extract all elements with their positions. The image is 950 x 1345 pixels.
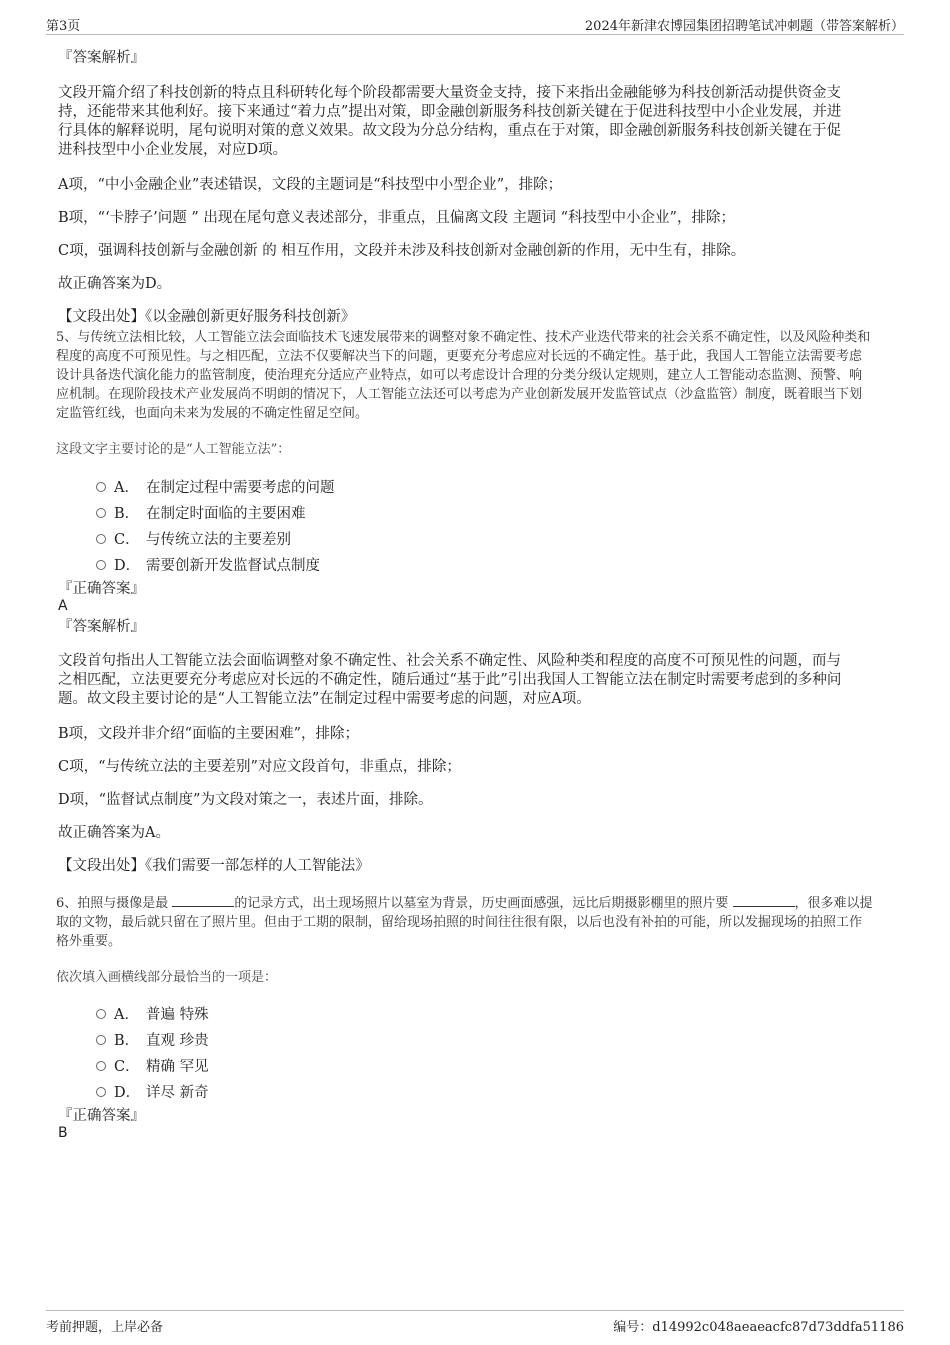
passage-line: 程度的高度不可预见性。与之相匹配，立法不仅要解决当下的问题，更要充分考虑应对长远的不确定性。基于此，我国人工智能立法需要考虑 xyxy=(56,349,863,364)
option-letter: C． xyxy=(114,532,140,548)
radio-icon[interactable] xyxy=(96,508,106,518)
option-letter: B． xyxy=(114,506,140,522)
passage-line: 5、与传统立法相比较，人工智能立法会面临技术飞速发展带来的调整对象不确定性、技术产业迭代带来的社会关系不确定性，以及风险种类和 xyxy=(56,330,871,345)
page-header xyxy=(46,12,904,35)
radio-icon[interactable] xyxy=(96,534,106,544)
radio-icon[interactable] xyxy=(96,482,106,492)
option-c-analysis: C项，“与传统立法的主要差别”对应文段首句，非重点，排除； xyxy=(58,759,461,775)
passage-line xyxy=(56,894,898,913)
option-letter: B． xyxy=(114,1033,140,1049)
analysis-line: 行具体的解释说明，尾句说明对策的意义效果。故文段为分总分结构，重点在于对策，即金融创新服务科技创新关键在于促 xyxy=(58,123,841,139)
document-id: 编号：d14992c048aeaeacfc87d73ddfa51186 xyxy=(613,1320,904,1335)
passage-line: 格外重要。 xyxy=(56,934,122,949)
analysis-line: 进科技型中小企业发展，对应D项。 xyxy=(58,142,288,158)
analysis-line: 持，还能带来其他利好。接下来通过“着力点”提出对策，即金融创新服务科技创新关键在于促进科技型中小企业发展，并进 xyxy=(58,104,842,120)
passage-text: ，很多难以提 xyxy=(794,896,873,911)
option-a[interactable] xyxy=(96,473,898,499)
passage-line: 设计具备迭代演化能力的监管制度，使治理充分适应产业特点，如可以考虑设计合理的分类分级认定规则，建立人工智能动态监测、预警、响 xyxy=(56,368,863,383)
source-citation: 【文段出处】《我们需要一部怎样的人工智能法》 xyxy=(58,858,370,874)
conclusion: 故正确答案为A。 xyxy=(58,825,170,841)
question-6-passage xyxy=(56,894,898,951)
option-text: 普遍 特殊 xyxy=(146,1007,209,1023)
footer-slogan: 考前押题，上岸必备 xyxy=(46,1320,164,1335)
radio-icon[interactable] xyxy=(96,1009,106,1019)
option-letter: D． xyxy=(114,558,141,574)
page-footer xyxy=(46,1310,904,1335)
radio-icon[interactable] xyxy=(96,560,106,570)
option-text: 在制定时面临的主要困难 xyxy=(146,506,306,522)
passage-text: 的记录方式，出土现场照片以墓室为背景，历史画面感强，远比后期摄影棚里的照片要 xyxy=(234,896,733,911)
option-b-analysis: B项，“‘卡脖子’问题 ” 出现在尾句意义表述部分，非重点，且偏离文段 主题词 “科技型中小企业”，排除； xyxy=(58,210,735,226)
question-5-passage xyxy=(56,328,898,423)
document-title: 2024年新津农博园集团招聘笔试冲刺题（带答案解析） xyxy=(584,19,904,34)
passage-text: 6、拍照与摄像是最 xyxy=(56,896,173,911)
analysis-line: 文段开篇介绍了科技创新的特点且科研转化每个阶段都需要大量资金支持，接下来指出金融能够为科技创新活动提供资金支 xyxy=(58,85,841,101)
answer-title: 『正确答案』 xyxy=(58,1108,145,1124)
option-text: 详尽 新奇 xyxy=(146,1085,209,1101)
option-text: 直观 珍贵 xyxy=(146,1033,209,1049)
question-stem: 依次填入画横线部分最恰当的一项是： xyxy=(56,970,278,985)
conclusion: 故正确答案为D。 xyxy=(58,276,172,292)
radio-icon[interactable] xyxy=(96,1087,106,1097)
question-stem: 这段文字主要讨论的是“人工智能立法”： xyxy=(56,442,291,457)
option-letter: A． xyxy=(114,480,139,496)
main-content xyxy=(56,44,898,1141)
option-letter: A． xyxy=(114,1007,139,1023)
option-text: 需要创新开发监督试点制度 xyxy=(146,558,320,574)
correct-answer: B xyxy=(58,1125,68,1141)
analysis-paragraph xyxy=(56,652,898,709)
passage-line: 取的文物，最后就只留在了照片里。但由于工期的限制，留给现场拍照的时间往往很有限，以后也没有补拍的可能，所以发掘现场的拍照工作 xyxy=(56,915,863,930)
option-b[interactable] xyxy=(96,499,898,525)
option-b-analysis: B项，文段并非介绍“面临的主要困难”，排除； xyxy=(58,726,359,742)
option-letter: D． xyxy=(114,1085,141,1101)
option-text: 精确 罕见 xyxy=(146,1059,209,1075)
option-c[interactable] xyxy=(96,525,898,551)
options-list xyxy=(56,473,898,577)
option-d[interactable] xyxy=(96,1078,898,1104)
analysis-line: 题。故文段主要讨论的是“人工智能立法”在制定过程中需要考虑的问题，对应A项。 xyxy=(58,691,591,707)
analysis-title: 『答案解析』 xyxy=(58,50,145,66)
option-b[interactable] xyxy=(96,1026,898,1052)
option-a[interactable] xyxy=(96,1000,898,1026)
analysis-line: 之相匹配，立法更要充分考虑应对长远的不确定性，随后通过“基于此”引出我国人工智能立法在制定时需要考虑到的多种问 xyxy=(58,672,842,688)
answer-title: 『正确答案』 xyxy=(58,581,145,597)
radio-icon[interactable] xyxy=(96,1061,106,1071)
option-c[interactable] xyxy=(96,1052,898,1078)
blank-2 xyxy=(733,894,795,907)
option-letter: C． xyxy=(114,1059,140,1075)
option-c-analysis: C项，强调科技创新与金融创新 的 相互作用，文段并未涉及科技创新对金融创新的作用，无中生有，排除。 xyxy=(58,243,746,259)
blank-1 xyxy=(172,894,234,907)
option-d[interactable] xyxy=(96,551,898,577)
correct-answer: A xyxy=(58,598,68,614)
option-text: 在制定过程中需要考虑的问题 xyxy=(146,480,335,496)
analysis-line: 文段首句指出人工智能立法会面临调整对象不确定性、社会关系不确定性、风险种类和程度的高度不可预见性的问题，而与 xyxy=(58,653,841,669)
option-text: 与传统立法的主要差别 xyxy=(146,532,291,548)
analysis-paragraph xyxy=(56,84,898,160)
radio-icon[interactable] xyxy=(96,1035,106,1045)
page-number: 第3页 xyxy=(46,19,81,34)
passage-line: 应机制。在现阶段技术产业发展尚不明朗的情况下，人工智能立法还可以考虑为产业创新发展开发监管试点（沙盒监管）制度，既着眼当下划 xyxy=(56,387,863,402)
option-a-analysis: A项，“中小金融企业”表述错误，文段的主题词是“科技型中小型企业”，排除； xyxy=(58,177,563,193)
analysis-title: 『答案解析』 xyxy=(58,619,145,635)
passage-line: 定监管红线，也面向未来为发展的不确定性留足空间。 xyxy=(56,406,369,421)
option-d-analysis: D项，“监督试点制度”为文段对策之一，表述片面，排除。 xyxy=(58,792,433,808)
options-list xyxy=(56,1000,898,1104)
source-citation: 【文段出处】《以金融创新更好服务科技创新》 xyxy=(58,309,356,325)
